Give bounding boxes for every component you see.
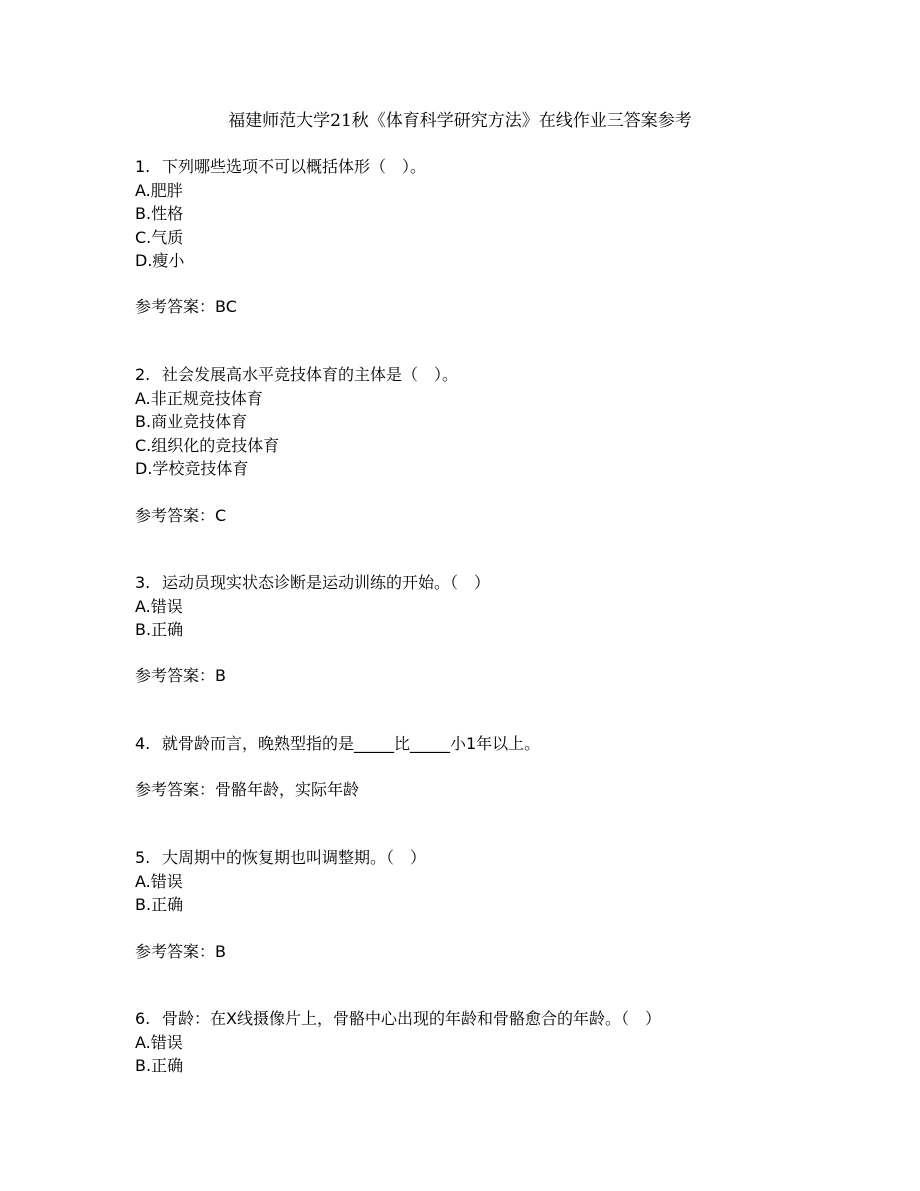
question-1 [135, 155, 835, 273]
option-c: C.气质 [135, 227, 184, 247]
question-4 [135, 732, 835, 756]
answer-value: B [215, 942, 226, 961]
question-text [135, 846, 835, 870]
answer-2 [135, 504, 226, 528]
option-b: B.性格 [135, 204, 184, 223]
option-a: A.错误 [135, 596, 183, 616]
option-a: A.错误 [135, 1032, 183, 1052]
answer-label: 参考答案： [135, 297, 216, 316]
question-stem: 骨龄：在X线摄像片上，骨骼中心出现的年龄和骨骼愈合的年龄。（ ） [162, 1009, 661, 1028]
answer-label: 参考答案： [135, 666, 216, 685]
option-b: B.正确 [135, 1056, 184, 1075]
answer-value: C [215, 506, 227, 525]
option-a: A.肥胖 [135, 180, 183, 200]
option-b: B.商业竞技体育 [135, 412, 248, 431]
option-d: D.学校竞技体育 [135, 459, 249, 478]
question-2 [135, 363, 835, 481]
question-stem: 大周期中的恢复期也叫调整期。（ ） [162, 848, 427, 867]
answer-4 [135, 778, 359, 802]
question-text [135, 571, 835, 595]
question-text [135, 1007, 835, 1031]
question-stem: 运动员现实状态诊断是运动训练的开始。（ ） [162, 573, 491, 592]
question-text [135, 155, 835, 179]
answer-label: 参考答案： [135, 506, 216, 525]
question-text [135, 732, 835, 756]
question-stem: 社会发展高水平竞技体育的主体是（ ）。 [162, 365, 459, 384]
answer-label: 参考答案： [135, 780, 216, 799]
question-number: 5. [135, 848, 151, 867]
option-b: B.正确 [135, 895, 184, 914]
option-d: D.瘦小 [135, 251, 185, 270]
question-number: 4. [135, 734, 151, 753]
option-a: A.非正规竞技体育 [135, 388, 263, 408]
question-stem: 就骨龄而言，晚熟型指的是_____比_____小1年以上。 [162, 734, 541, 753]
answer-value: 骨骼年龄，实际年龄 [215, 780, 360, 799]
question-5 [135, 846, 835, 917]
answer-5 [135, 940, 226, 964]
answer-value: BC [215, 297, 237, 316]
question-number: 6. [135, 1009, 151, 1028]
answer-1 [135, 295, 237, 319]
answer-label: 参考答案： [135, 942, 216, 961]
document-title: 福建师范大学21秋《体育科学研究方法》在线作业三答案参考 [228, 111, 692, 131]
question-number: 3. [135, 573, 151, 592]
question-stem: 下列哪些选项不可以概括体形（ ）。 [162, 157, 427, 176]
question-6 [135, 1007, 835, 1078]
question-number: 2. [135, 365, 151, 384]
question-number: 1. [135, 157, 151, 176]
answer-value: B [215, 666, 226, 685]
question-3 [135, 571, 835, 642]
option-a: A.错误 [135, 871, 183, 891]
answer-3 [135, 664, 226, 688]
option-b: B.正确 [135, 620, 184, 639]
question-text [135, 363, 835, 387]
option-c: C.组织化的竞技体育 [135, 435, 280, 455]
